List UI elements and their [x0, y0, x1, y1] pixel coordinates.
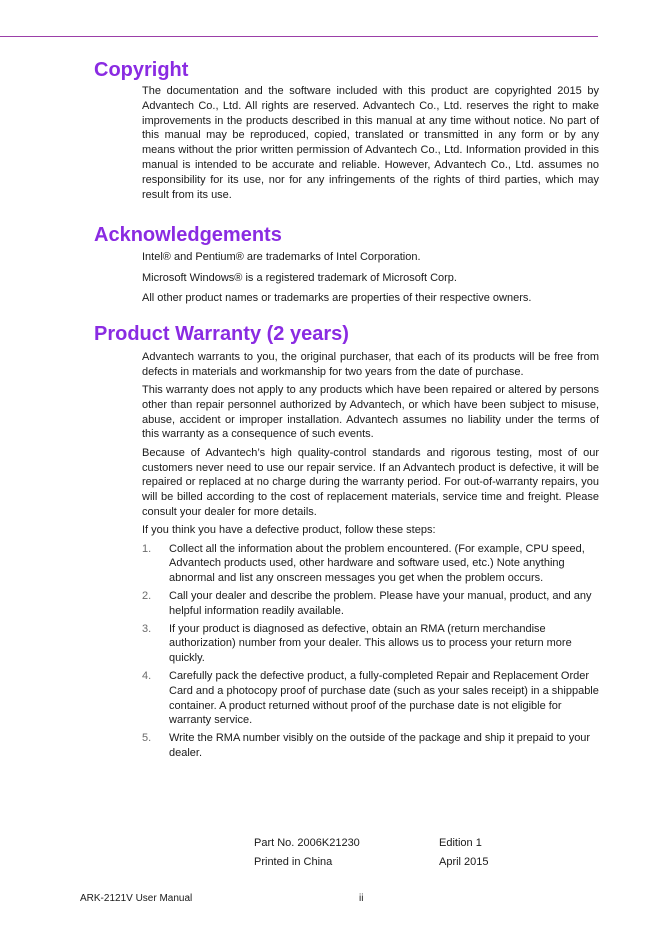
step-text: Carefully pack the defective product, a fully-completed Repair and Replacement Order Card and a photocopy proof of purchase date (such as your sales receipt) in a shippable container. A product returned without proof of the purchase date is not eligible for warranty service. — [169, 669, 599, 727]
list-item — [142, 542, 599, 586]
manual-name: ARK-2121V User Manual — [80, 893, 193, 904]
step-text: If your product is diagnosed as defective, obtain an RMA (return merchandise authorization) number from your dealer. This allows us to process your return more quickly. — [169, 622, 572, 665]
step-number: 2. — [142, 589, 152, 602]
warranty-para-3: Because of Advantech’s high quality-control standards and rigorous testing, most of our customers never need to use our repair service. If an Advantech product is defective, it will be repaired or replaced at no charge during the warranty period. For out-of-warranty repairs, you will be billed according to the cost of replacement materials, service time and freight. Please consult your dealer for more details. — [142, 446, 599, 518]
warranty-heading: Product Warranty (2 years) — [94, 323, 349, 345]
step-number: 5. — [142, 732, 152, 745]
header-rule — [0, 36, 598, 37]
warranty-para-1: Advantech warrants to you, the original purchaser, that each of its products will be free from defects in materials and workmanship for two years from the date of purchase. — [142, 351, 599, 378]
copyright-heading: Copyright — [94, 59, 189, 81]
edition: Edition 1 — [439, 837, 482, 849]
list-item — [142, 669, 599, 728]
step-number: 3. — [142, 622, 152, 635]
copyright-section — [142, 84, 599, 206]
acknowledgements-heading: Acknowledgements — [94, 224, 282, 246]
list-item — [142, 731, 599, 761]
part-number: Part No. 2006K21230 — [254, 837, 360, 849]
step-text: Write the RMA number visibly on the outside of the package and ship it prepaid to your dealer. — [169, 732, 591, 759]
copyright-body: The documentation and the software included with this product are copyrighted 2015 by Advantech Co., Ltd. All rights are reserved. Advantech Co., Ltd. reserves the right to make improvements in the products described in this manual at any time without notice. No part of this manual may be reproduced, copied, translated or transmitted in any form or by any means without the prior written permission of Advantech Co., Ltd. Information provided in this manual is intended to be accurate and reliable. However, Advantech Co., Ltd. assumes no responsibility for its use, nor for any infringements of the rights of third parties, which may result from its use. — [142, 85, 599, 201]
ack-line-microsoft: Microsoft Windows® is a registered trademark of Microsoft Corp. — [142, 271, 457, 284]
acknowledgements-section — [142, 250, 599, 312]
warranty-para-2: This warranty does not apply to any products which have been repaired or altered by persons other than repair personnel authorized by Advantech, or which have been subject to misuse, abuse, accident or improper installation. Advantech assumes no liability under the terms of this warranty as a consequence of such events. — [142, 384, 599, 441]
publication-date: April 2015 — [439, 856, 489, 868]
step-text: Collect all the information about the problem encountered. (For example, CPU speed, Advantech products used, other hardware and software used, etc.) Note anything abnormal and list any onscreen messages you get when the problem occurs. — [169, 542, 585, 585]
step-text: Call your dealer and describe the problem. Please have your manual, product, and any helpful information readily available. — [169, 589, 592, 617]
warranty-para-4: If you think you have a defective product, follow these steps: — [142, 524, 436, 537]
ack-line-intel: Intel® and Pentium® are trademarks of Intel Corporation. — [142, 251, 421, 263]
printed-in: Printed in China — [254, 856, 333, 868]
warranty-steps-list — [142, 542, 599, 761]
list-item — [142, 589, 599, 619]
warranty-section — [142, 350, 599, 764]
ack-line-other: All other product names or trademarks are properties of their respective owners. — [142, 292, 532, 305]
page-number: ii — [359, 893, 364, 904]
step-number: 1. — [142, 542, 152, 555]
list-item — [142, 622, 599, 666]
step-number: 4. — [142, 669, 152, 682]
